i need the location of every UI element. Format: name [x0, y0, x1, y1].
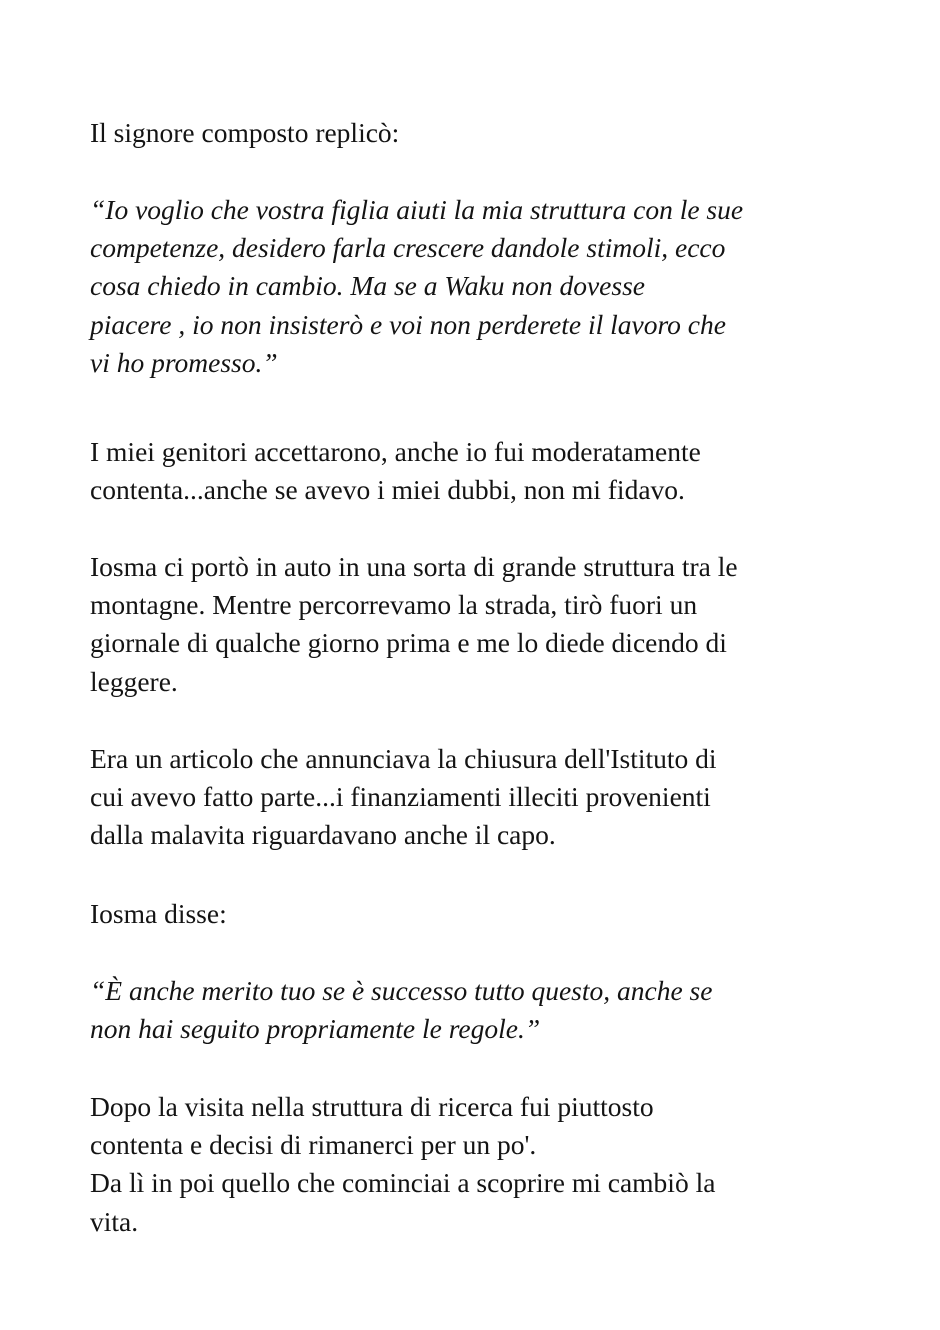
- text-line: Iosma disse:: [90, 898, 227, 929]
- text-line: montagne. Mentre percorrevamo la strada, tirò fuori un: [90, 589, 698, 621]
- paragraph-quote-1: [90, 191, 880, 382]
- text-line: I miei genitori accettarono, anche io fui moderatamente: [90, 436, 701, 467]
- text-line: non hai seguito propriamente le regole.”: [90, 1013, 541, 1045]
- text-line: Da lì in poi quello che cominciai a scoprire mi cambiò la: [90, 1167, 716, 1199]
- text-line: piacere , io non insisterò e voi non perderete il lavoro che: [90, 308, 726, 340]
- paragraph-quote-2: [90, 972, 880, 1048]
- text-line: cosa chiedo in cambio. Ma se a Waku non dovesse: [90, 270, 645, 302]
- text-line: “È anche merito tuo se è successo tutto questo, anche se: [90, 975, 713, 1006]
- text-line: vita.: [90, 1205, 139, 1237]
- paragraph-intro: [90, 114, 880, 152]
- text-line: contenta...anche se avevo i miei dubbi, non mi fidavo.: [90, 474, 685, 506]
- text-line: “Io voglio che vostra figlia aiuti la mia struttura con le sue: [90, 194, 744, 225]
- text-line: Dopo la visita nella struttura di ricerca fui piuttosto: [90, 1091, 654, 1122]
- paragraph-parents: [90, 433, 880, 509]
- paragraph-conclusion: [90, 1088, 880, 1241]
- text-line: cui avevo fatto parte...i finanziamenti illeciti provenienti: [90, 781, 711, 813]
- text-line: contenta e decisi di rimanerci per un po'.: [90, 1129, 537, 1161]
- text-line: giornale di qualche giorno prima e me lo diede dicendo di: [90, 627, 727, 659]
- text-line: Era un articolo che annunciava la chiusura dell'Istituto di: [90, 743, 717, 774]
- text-line: competenze, desidero farla crescere dandole stimoli, ecco: [90, 232, 726, 264]
- paragraph-iosma-said: [90, 895, 880, 933]
- text-line: Iosma ci portò in auto in una sorta di grande struttura tra le: [90, 551, 738, 582]
- text-line: dalla malavita riguardavano anche il capo.: [90, 819, 556, 851]
- paragraph-car-trip: [90, 548, 880, 701]
- text-line: leggere.: [90, 665, 178, 697]
- text-line: Il signore composto replicò:: [90, 117, 400, 148]
- paragraph-article: [90, 740, 880, 855]
- text-line: vi ho promesso.”: [90, 346, 278, 378]
